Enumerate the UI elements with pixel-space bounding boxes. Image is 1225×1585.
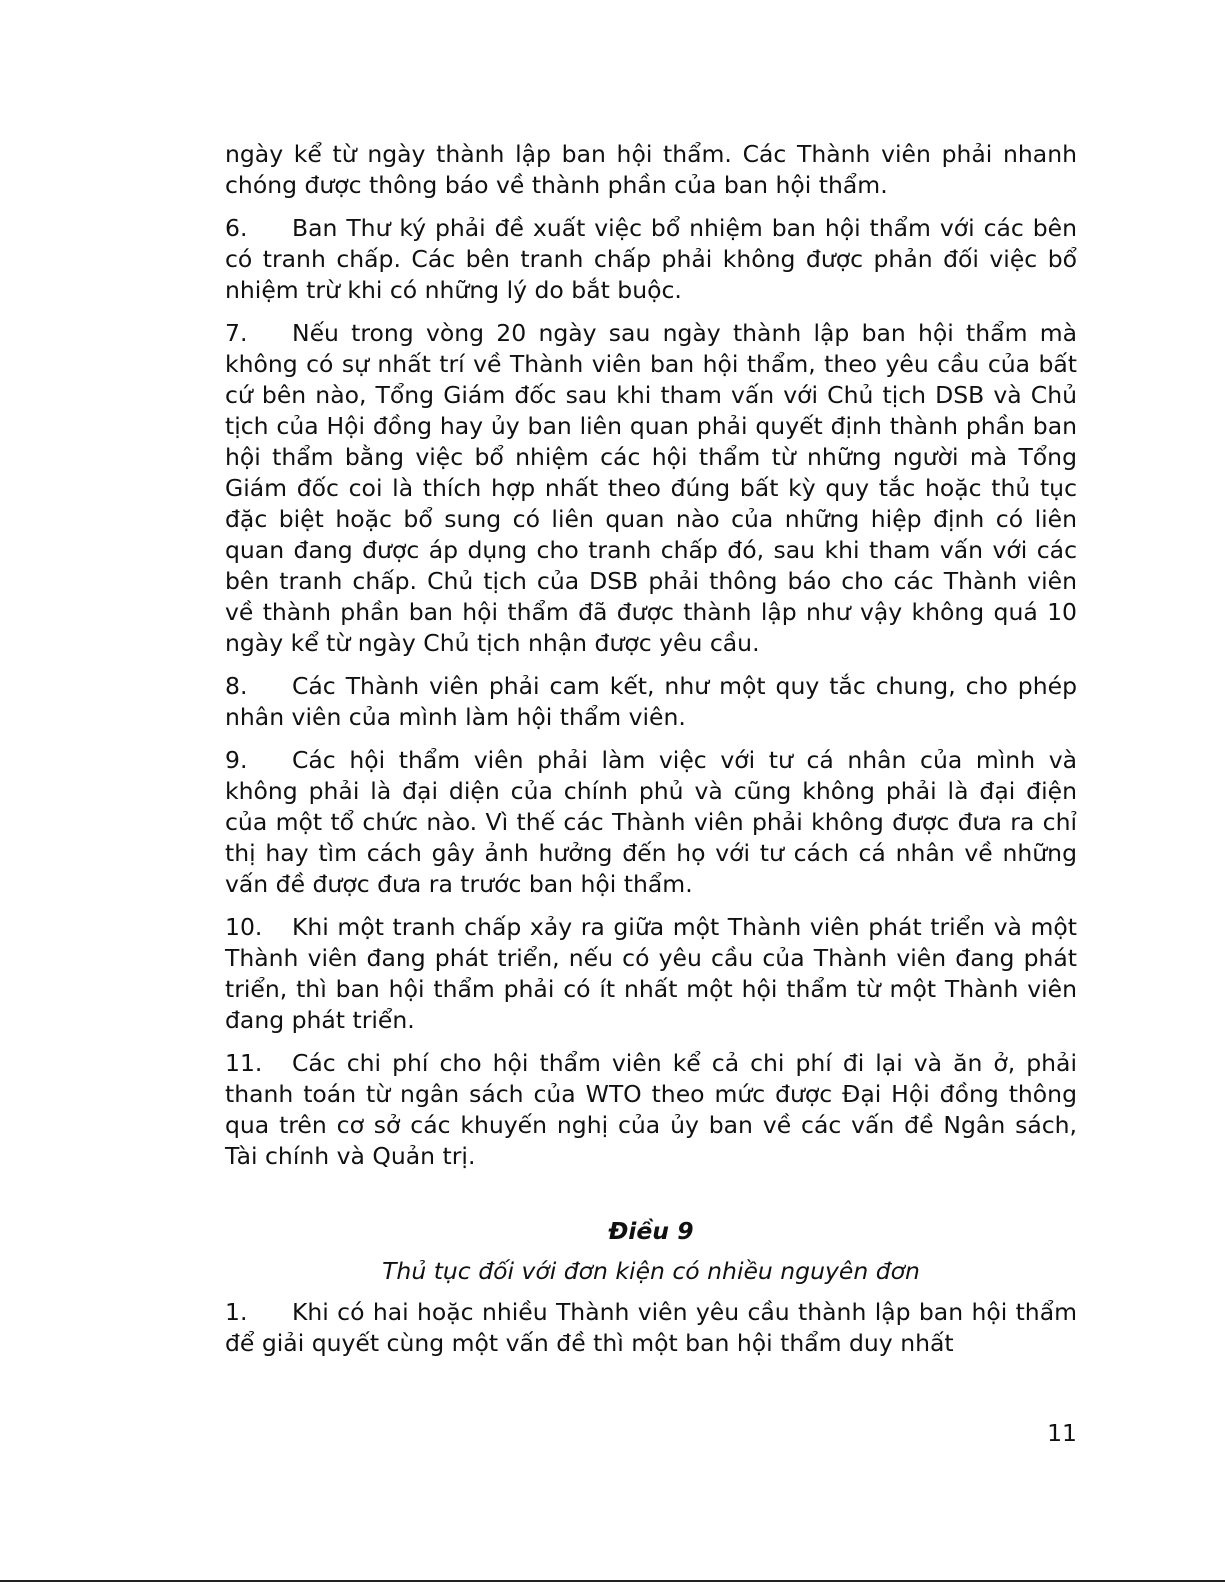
- paragraph-text: Các hội thẩm viên phải làm việc với tư cá nhân của mình và không phải là đại diện của chính phủ và cũng không phải là đại điện của một tổ chức nào. Vì thế các Thành viên phải không được đưa ra chỉ thị hay tìm cách gây ảnh hưởng đến họ với tư cách cá nhân về những vấn đề được đưa ra trước ban hội thẩm.: [225, 746, 1077, 898]
- page-bottom-divider: [0, 1580, 1225, 1582]
- paragraph-text: Khi một tranh chấp xảy ra giữa một Thành viên phát triển và một Thành viên đang phát triển, nếu có yêu cầu của Thành viên đang phát triển, thì ban hội thẩm phải có ít nhất một hội thẩm từ một Thành viên đang phát triển.: [225, 913, 1077, 1034]
- page-number: 11: [1047, 1419, 1077, 1447]
- paragraph-6: [225, 213, 1077, 306]
- article-subtitle: Thủ tục đối với đơn kiện có nhiều nguyên đơn: [382, 1257, 920, 1285]
- continuation-paragraph: ngày kể từ ngày thành lập ban hội thẩm. Các Thành viên phải nhanh chóng được thông báo về thành phần của ban hội thẩm.: [225, 140, 1077, 199]
- paragraph-8: [225, 671, 1077, 733]
- paragraph-9: [225, 745, 1077, 900]
- body-text: [225, 139, 1077, 1371]
- paragraph-number: 6.: [225, 214, 248, 242]
- paragraph-number: 1.: [225, 1298, 248, 1326]
- paragraph-number: 8.: [225, 672, 248, 700]
- paragraph-text: Ban Thư ký phải đề xuất việc bổ nhiệm ban hội thẩm với các bên có tranh chấp. Các bên tranh chấp phải không được phản đối việc bổ nhiệm trừ khi có những lý do bắt buộc.: [225, 214, 1077, 304]
- paragraph-number: 7.: [225, 319, 248, 347]
- paragraph-number: 9.: [225, 746, 248, 774]
- article-paragraph-1: [225, 1297, 1077, 1359]
- paragraph-7: [225, 318, 1077, 659]
- paragraph-11: [225, 1048, 1077, 1172]
- paragraph-number: 11.: [225, 1049, 263, 1077]
- paragraph-text: Các chi phí cho hội thẩm viên kể cả chi phí đi lại và ăn ở, phải thanh toán từ ngân sách của WTO theo mức được Đại Hội đồng thông qua trên cơ sở các khuyến nghị của ủy ban về các vấn đề Ngân sách, Tài chính và Quản trị.: [225, 1049, 1077, 1170]
- paragraph-text: Các Thành viên phải cam kết, như một quy tắc chung, cho phép nhân viên của mình làm hội thẩm viên.: [225, 672, 1077, 731]
- paragraph-text: Khi có hai hoặc nhiều Thành viên yêu cầu thành lập ban hội thẩm để giải quyết cùng một vấn đề thì một ban hội thẩm duy nhất: [225, 1298, 1077, 1357]
- paragraph-10: [225, 912, 1077, 1036]
- paragraph-text: Nếu trong vòng 20 ngày sau ngày thành lập ban hội thẩm mà không có sự nhất trí về Thành viên ban hội thẩm, theo yêu cầu của bất cứ bên nào, Tổng Giám đốc sau khi tham vấn với Chủ tịch DSB và Chủ tịch của Hội đồng hay ủy ban liên quan phải quyết định thành phần ban hội thẩm bằng việc bổ nhiệm các hội thẩm từ những người mà Tổng Giám đốc coi là thích hợp nhất theo đúng bất kỳ quy tắc hoặc thủ tục đặc biệt hoặc bổ sung có liên quan nào của những hiệp định có liên quan đang được áp dụng cho tranh chấp đó, sau khi tham vấn với các bên tranh chấp. Chủ tịch của DSB phải thông báo cho các Thành viên về thành phần ban hội thẩm đã được thành lập như vậy không quá 10 ngày kể từ ngày Chủ tịch nhận được yêu cầu.: [225, 319, 1077, 657]
- article-title: Điều 9: [608, 1217, 694, 1245]
- paragraph-number: 10.: [225, 913, 263, 941]
